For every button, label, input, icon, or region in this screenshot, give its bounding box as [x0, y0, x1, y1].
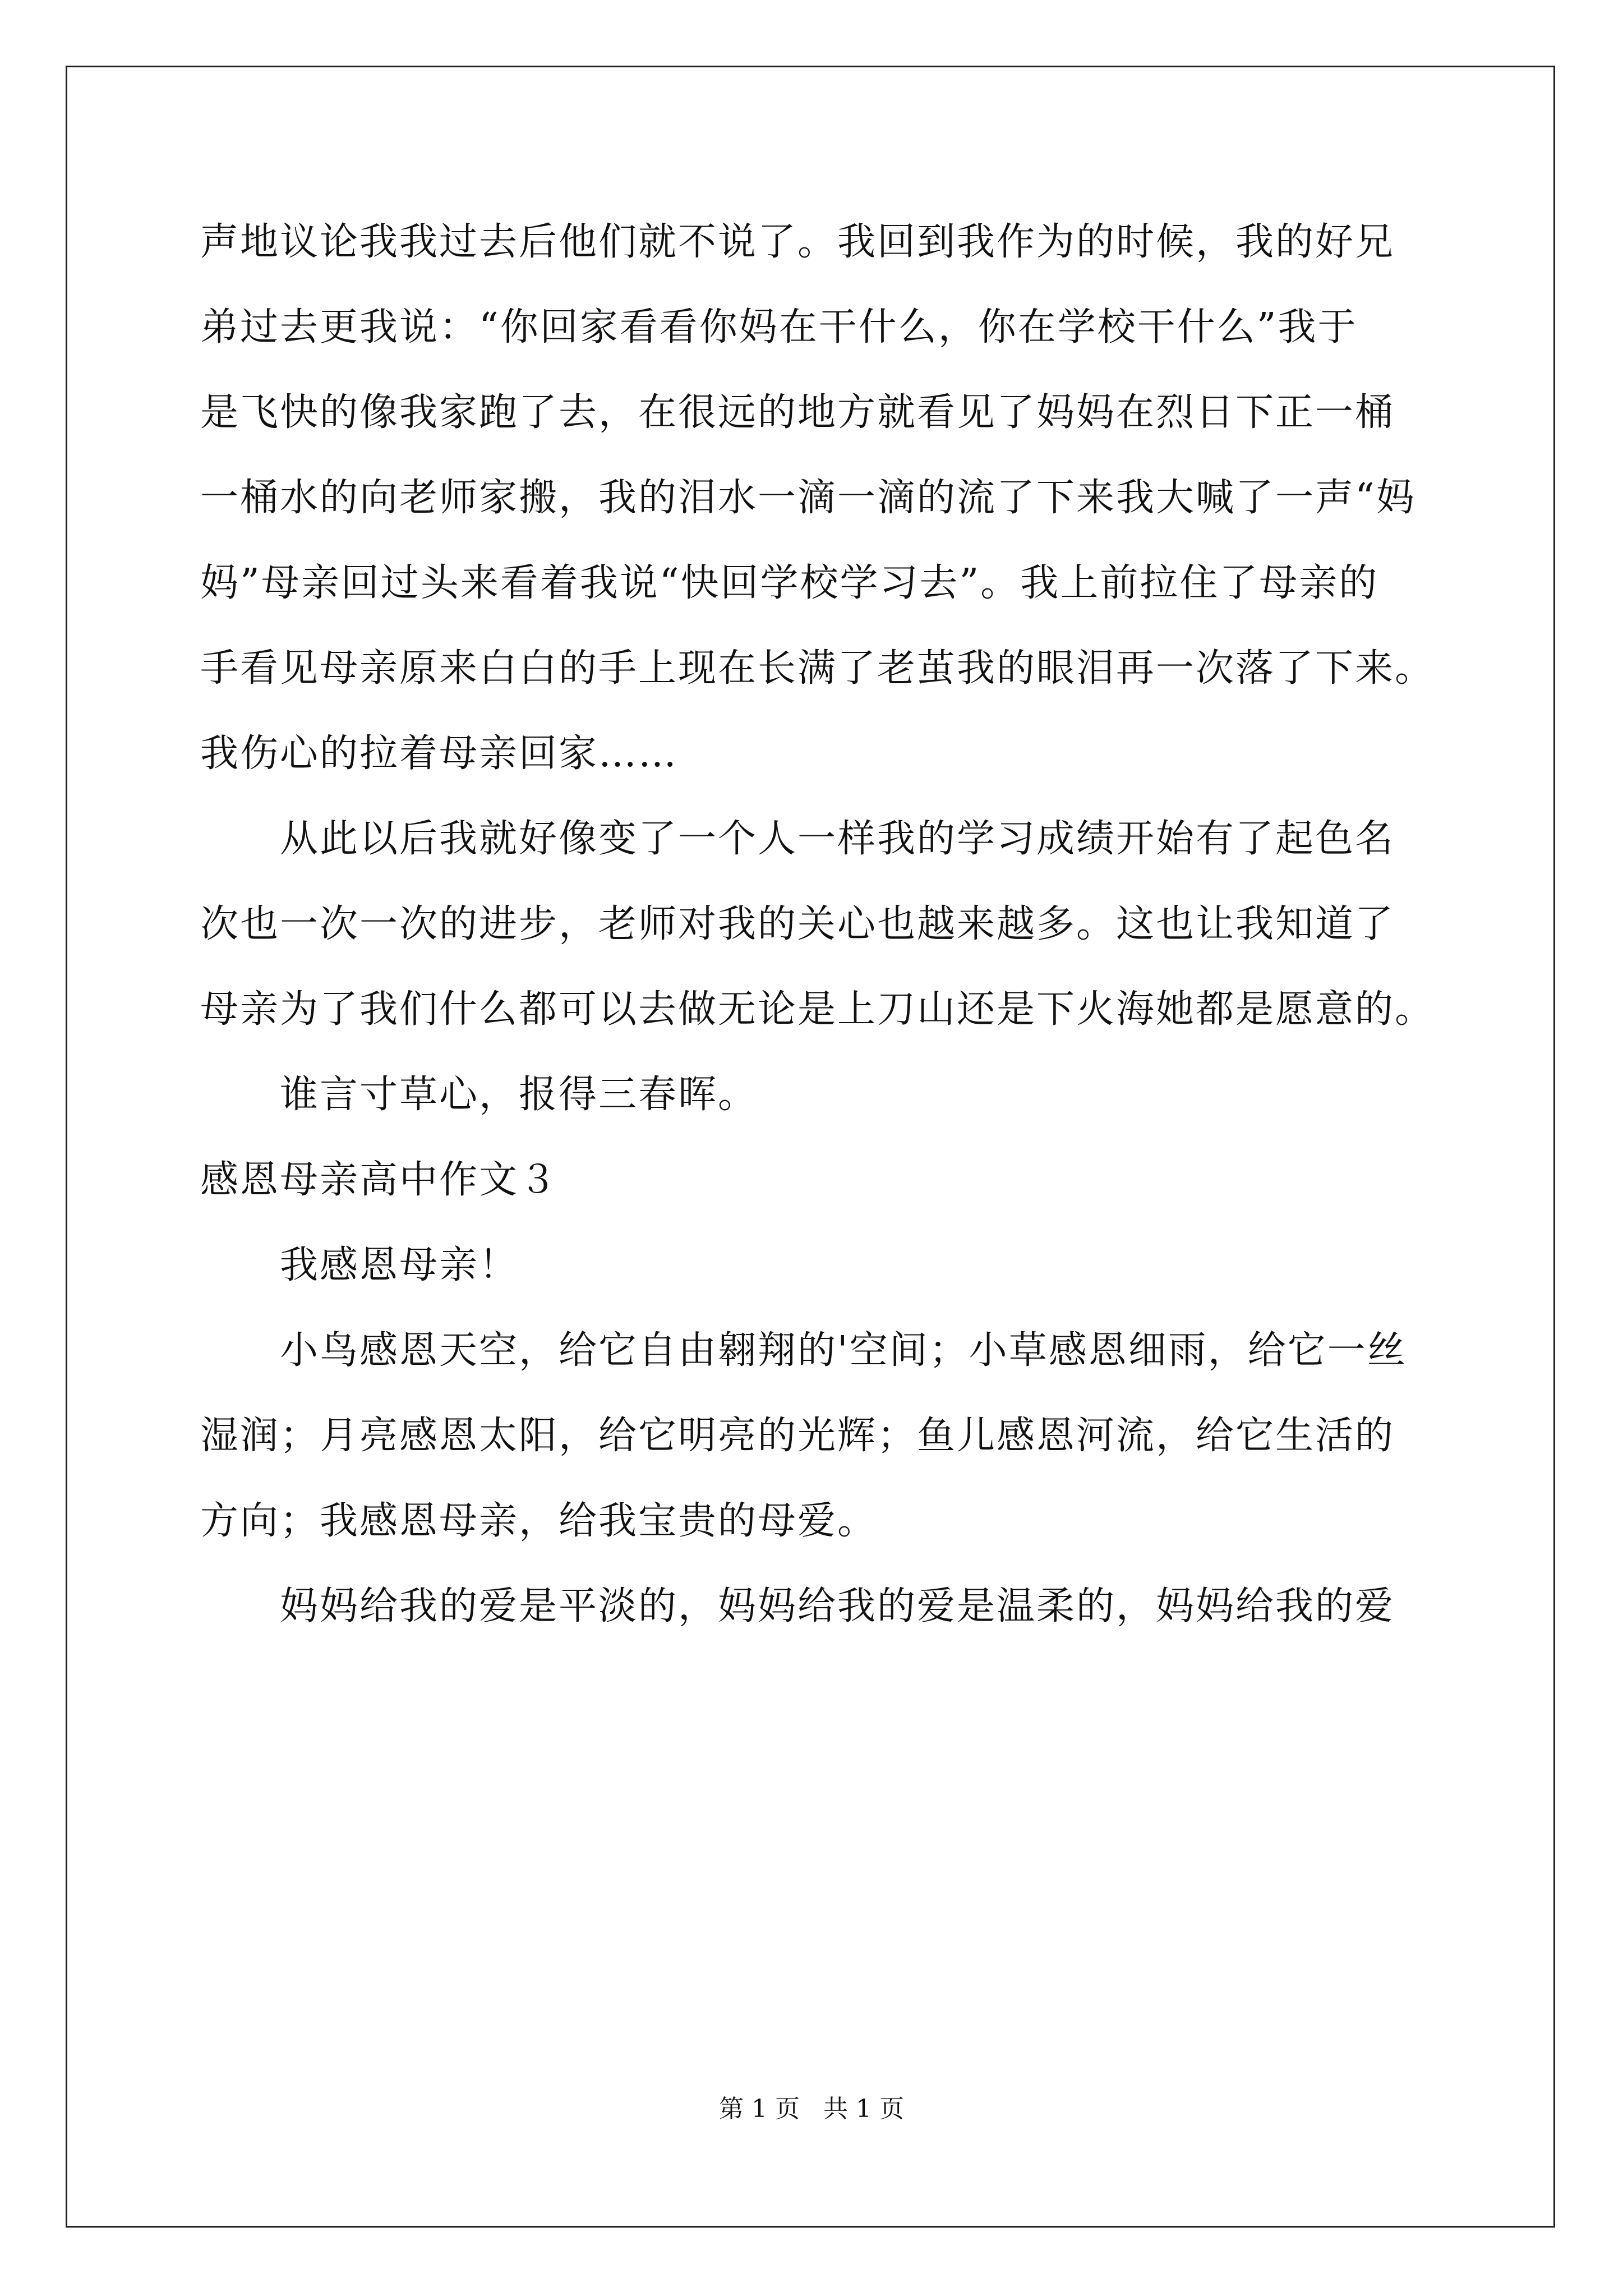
- page-number: 第 1 页 共 1 页: [719, 2095, 904, 2123]
- text-line: 声地议论我我过去后他们就不说了。我回到我作为的时候，我的好兄: [200, 220, 1395, 264]
- text-line: 手看见母亲原来白白的手上现在长满了老茧我的眼泪再一次落了下来。: [200, 646, 1435, 691]
- text-line: 妈”母亲回过头来看着我说“快回学校学习去”。我上前拉住了母亲的: [200, 561, 1379, 605]
- text-line: 是飞快的像我家跑了去，在很远的地方就看见了妈妈在烈日下正一桶: [200, 390, 1395, 435]
- text-line: 小鸟感恩天空，给它自由翱翔的'空间；小草感恩细雨，给它一丝: [280, 1328, 1407, 1373]
- text-line: 一桶水的向老师家搬，我的泪水一滴一滴的流了下来我大喊了一声“妈: [200, 476, 1416, 520]
- text-line: 方向；我感恩母亲，给我宝贵的母爱。: [200, 1499, 878, 1543]
- text-line: 母亲为了我们什么都可以去做无论是上刀山还是下火海她都是愿意的。: [200, 987, 1435, 1032]
- text-line: 湿润；月亮感恩太阳，给它明亮的光辉；鱼儿感恩河流，给它生活的: [200, 1414, 1395, 1458]
- text-line: 次也一次一次的进步，老师对我的关心也越来越多。这也让我知道了: [200, 902, 1395, 946]
- text-line: 我感恩母亲！: [280, 1243, 519, 1287]
- text-line: 弟过去更我说：“你回家看看你妈在干什么，你在学校干什么”我于: [200, 305, 1358, 349]
- section-heading: 感恩母亲高中作文３: [200, 1158, 559, 1202]
- text-line: 我伤心的拉着母亲回家……: [200, 731, 679, 776]
- text-line: 从此以后我就好像变了一个人一样我的学习成绩开始有了起色名: [280, 817, 1395, 861]
- text-line: 妈妈给我的爱是平淡的，妈妈给我的爱是温柔的，妈妈给我的爱: [280, 1584, 1395, 1628]
- text-line: 谁言寸草心，报得三春晖。: [280, 1073, 758, 1117]
